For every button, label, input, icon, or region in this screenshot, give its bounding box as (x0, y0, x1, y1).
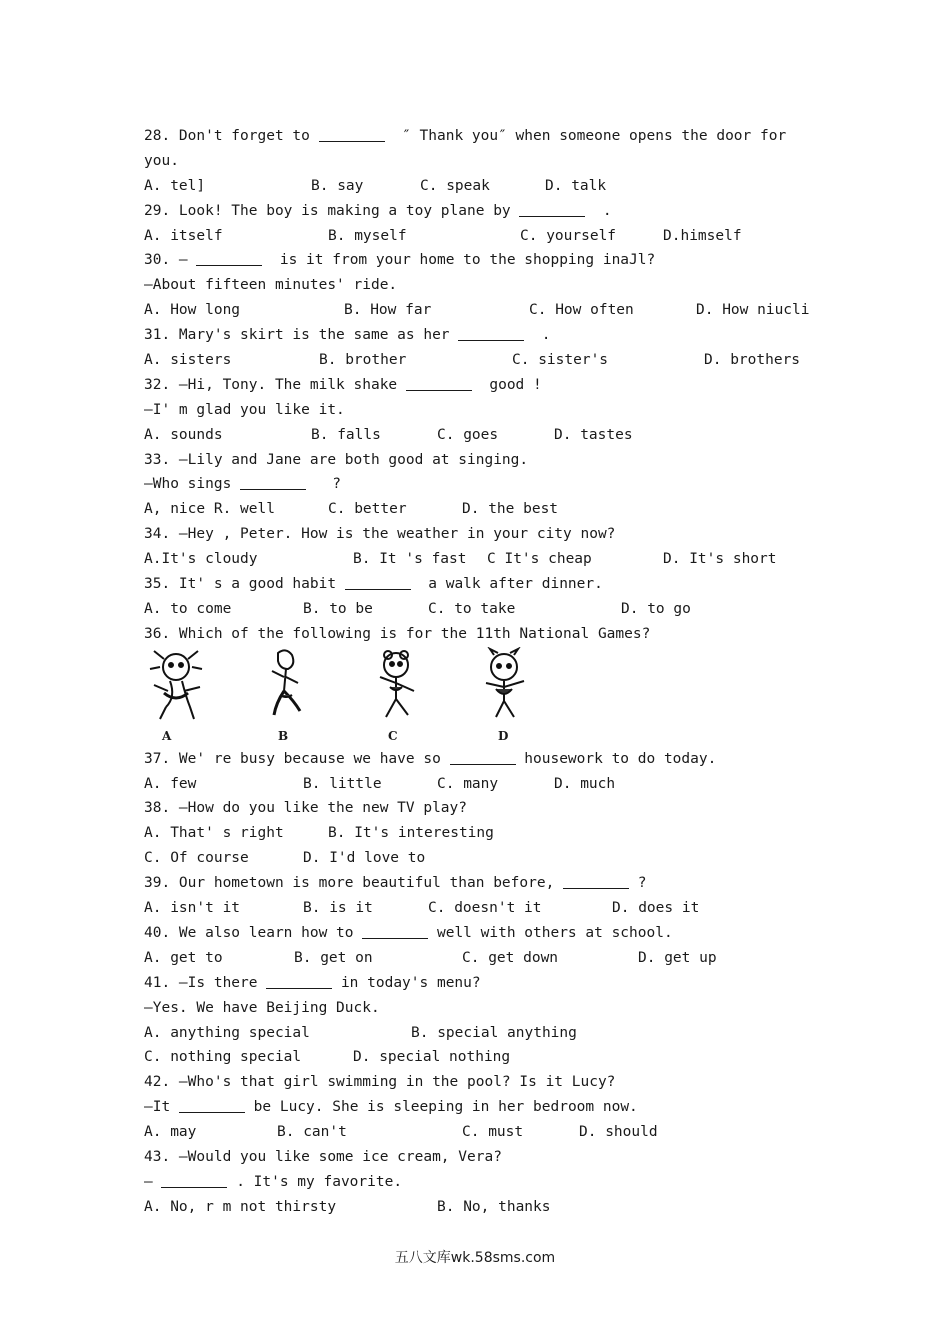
q41-stem: 41. —Is there in today's menu? (144, 974, 481, 991)
answer-blank[interactable] (519, 202, 585, 217)
q30-option-c[interactable]: C. How often (529, 302, 634, 319)
mascot-d-image[interactable] (474, 647, 534, 725)
answer-blank[interactable] (450, 750, 516, 765)
q34-options (144, 547, 824, 572)
q42-option-b[interactable]: B. can't (277, 1124, 347, 1141)
q29-option-c[interactable]: C. yourself (520, 227, 617, 244)
q34-stem: 34. —Hey , Peter. How is the weather in your city now? (144, 526, 616, 543)
q32-options (144, 423, 824, 448)
q29-stem: 29. Look! The boy is making a toy plane by . (144, 202, 612, 219)
answer-blank[interactable] (240, 475, 306, 490)
q33-option-c[interactable]: C. better (328, 501, 407, 518)
mascot-c-image[interactable] (366, 647, 426, 725)
q32-stem-cont: —I' m glad you like it. (144, 401, 345, 418)
mascot-a-label: A (162, 728, 172, 743)
q39-option-a[interactable]: A. isn't it (144, 900, 241, 917)
q30-stem: 30. — is it from your home to the shopping inaJl? (144, 252, 656, 269)
footer-watermark: 五八文库wk.58sms.com (394, 1250, 556, 1266)
q38-option-a[interactable]: A. That' s right (144, 825, 284, 842)
q43-options (144, 1195, 824, 1220)
q32-option-b[interactable]: B. falls (311, 426, 381, 443)
q30-option-b[interactable]: B. How far (344, 302, 432, 319)
q39-option-c[interactable]: C. doesn't it (428, 900, 542, 917)
answer-blank[interactable] (179, 1098, 245, 1113)
q30-option-d[interactable]: D. How niucli (696, 302, 810, 319)
q38-stem: 38. —How do you like the new TV play? (144, 800, 468, 817)
q41-option-c[interactable]: C. nothing special (144, 1049, 302, 1066)
q28-option-b[interactable]: B. say (311, 177, 364, 194)
q42-option-d[interactable]: D. should (579, 1124, 658, 1141)
mascot-a-image[interactable] (146, 647, 206, 725)
q31-option-c[interactable]: C. sister's (512, 352, 609, 369)
mascot-options (144, 647, 824, 747)
q28-options (144, 174, 824, 199)
q32-stem: 32. —Hi, Tony. The milk shake good ! (144, 376, 542, 393)
q41-stem-cont: —Yes. We have Beijing Duck. (144, 999, 380, 1016)
q35-option-a[interactable]: A. to come (144, 600, 232, 617)
q28-stem: 28. Don't forget to ″ Thank you″ when someone opens the door for (144, 128, 787, 144)
q41-option-d[interactable]: D. special nothing (353, 1049, 511, 1066)
q35-option-b[interactable]: B. to be (303, 600, 373, 617)
q37-stem: 37. We' re busy because we have so housework to do today. (144, 750, 717, 767)
q28-stem-cont: you. (144, 152, 179, 169)
q36-stem: 36. Which of the following is for the 11th National Games? (144, 625, 651, 642)
mascot-c-label: C (388, 728, 398, 743)
q40-option-a[interactable]: A. get to (144, 949, 223, 966)
q39-stem: 39. Our hometown is more beautiful than before, ? (144, 875, 647, 892)
q32-option-a[interactable]: A. sounds (144, 426, 223, 443)
q31-option-d[interactable]: D. brothers (704, 352, 801, 369)
q28-option-a[interactable]: A. tel] (144, 177, 206, 194)
q38-option-b[interactable]: B. It's interesting (328, 825, 494, 842)
q41-option-a[interactable]: A. anything special (144, 1024, 310, 1041)
exam-page (144, 124, 824, 1220)
q29-option-b[interactable]: B. myself (328, 227, 407, 244)
q34-option-a[interactable]: A.It's cloudy (144, 551, 258, 568)
q33-option-ab[interactable]: A, nice R. well (144, 501, 275, 518)
q43-stem-cont: — . It's my favorite. (144, 1173, 403, 1190)
answer-blank[interactable] (319, 127, 385, 142)
q37-option-b[interactable]: B. little (303, 775, 382, 792)
answer-blank[interactable] (458, 326, 524, 341)
q32-option-d[interactable]: D. tastes (554, 426, 633, 443)
q30-options (144, 298, 824, 323)
answer-blank[interactable] (406, 376, 472, 391)
q38-options-2 (144, 846, 824, 871)
q29-options (144, 224, 824, 249)
q30-option-a[interactable]: A. How long (144, 302, 241, 319)
q31-option-b[interactable]: B. brother (319, 352, 407, 369)
q42-option-a[interactable]: A. may (144, 1124, 197, 1141)
q40-options (144, 946, 824, 971)
q38-option-c[interactable]: C. Of course (144, 850, 249, 867)
q33-stem: 33. —Lily and Jane are both good at singing. (144, 451, 529, 468)
q31-option-a[interactable]: A. sisters (144, 352, 232, 369)
mascot-b-label: B (278, 728, 289, 743)
mascot-d-label: D (498, 728, 509, 743)
q40-option-c[interactable]: C. get down (462, 949, 559, 966)
answer-blank[interactable] (161, 1173, 227, 1188)
q34-option-d[interactable]: D. It's short (663, 551, 777, 568)
q31-options (144, 348, 824, 373)
mascot-b-image[interactable] (256, 647, 316, 725)
q42-option-c[interactable]: C. must (462, 1124, 524, 1141)
answer-blank[interactable] (563, 874, 629, 889)
q37-option-d[interactable]: D. much (554, 775, 616, 792)
q39-option-b[interactable]: B. is it (303, 900, 373, 917)
q29-option-d[interactable]: D.himself (663, 227, 742, 244)
q33-options (144, 497, 824, 522)
q30-stem-cont: —About fifteen minutes' ride. (144, 277, 398, 294)
q43-option-b[interactable]: B. No, thanks (437, 1198, 551, 1215)
q42-stem: 42. —Who's that girl swimming in the pool? Is it Lucy? (144, 1074, 616, 1091)
q37-option-c[interactable]: C. many (437, 775, 499, 792)
q43-stem: 43. —Would you like some ice cream, Vera? (144, 1148, 502, 1165)
q29-option-a[interactable]: A. itself (144, 227, 223, 244)
q37-options (144, 772, 824, 797)
q38-options-1 (144, 821, 824, 846)
q35-stem: 35. It' s a good habit a walk after dinner. (144, 576, 603, 593)
q35-option-d[interactable]: D. to go (621, 600, 691, 617)
q35-option-c[interactable]: C. to take (428, 600, 516, 617)
q34-option-b[interactable]: B. It 's fast (353, 551, 467, 568)
q41-options-1 (144, 1021, 824, 1046)
answer-blank[interactable] (345, 575, 411, 590)
q31-stem: 31. Mary's skirt is the same as her . (144, 327, 551, 344)
answer-blank[interactable] (266, 974, 332, 989)
q39-options (144, 896, 824, 921)
q34-option-c[interactable]: C It's cheap (487, 551, 592, 568)
q41-options-2 (144, 1045, 824, 1070)
q37-option-a[interactable]: A. few (144, 775, 197, 792)
q40-stem: 40. We also learn how to well with others at school. (144, 924, 673, 941)
q38-option-d[interactable]: D. I'd love to (303, 850, 426, 867)
q33-option-d[interactable]: D. the best (462, 501, 559, 518)
q28-option-d[interactable]: D. talk (545, 177, 607, 194)
q32-option-c[interactable]: C. goes (437, 426, 499, 443)
q39-option-d[interactable]: D. does it (612, 900, 700, 917)
answer-blank[interactable] (362, 924, 428, 939)
q42-stem-cont: —It be Lucy. She is sleeping in her bedroom now. (144, 1099, 638, 1116)
q33-stem-cont: —Who sings ? (144, 476, 341, 493)
q41-option-b[interactable]: B. special anything (411, 1024, 577, 1041)
q42-options (144, 1120, 824, 1145)
q40-option-b[interactable]: B. get on (294, 949, 373, 966)
q40-option-d[interactable]: D. get up (638, 949, 717, 966)
q43-option-a[interactable]: A. No, r m not thirsty (144, 1198, 337, 1215)
answer-blank[interactable] (196, 251, 262, 266)
q35-options (144, 597, 824, 622)
q28-option-c[interactable]: C. speak (420, 177, 490, 194)
